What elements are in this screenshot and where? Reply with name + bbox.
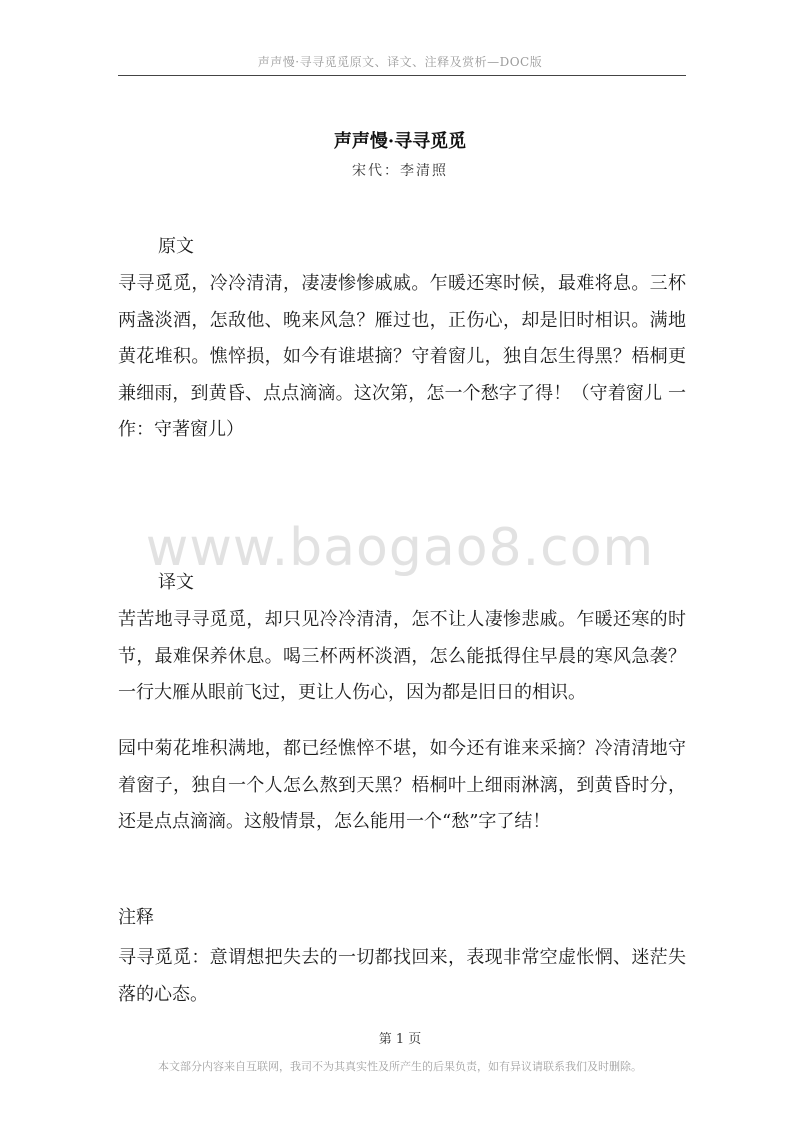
footer-disclaimer: 本文部分内容来自互联网，我司不为其真实性及所产生的后果负责，如有异议请联系我们及时删除。 [158, 1060, 642, 1073]
page-number: 第 1 页 [378, 1032, 422, 1047]
original-heading: 原文 [158, 236, 194, 257]
translation-paragraph-1: 苦苦地寻寻觅觅，却只见冷冷清清，怎不让人凄惨悲戚。乍暖还寒的时节，最难保养休息。喝三杯两杯淡酒，怎么能抵得住早晨的寒风急袭？一行大雁从眼前飞过，更让人伤心，因为都是旧日的相识。 [118, 609, 686, 703]
poem-author: 宋代：李清照 [352, 163, 448, 179]
translation-heading: 译文 [158, 572, 194, 593]
page-header: 声声慢·寻寻觅觅原文、译文、注释及赏析—DOC版 [257, 55, 543, 69]
header-divider [118, 75, 686, 76]
watermark: www.baogao8.com [145, 518, 655, 578]
original-text: 寻寻觅觅，冷冷清清，凄凄惨惨戚戚。乍暖还寒时候，最难将息。三杯两盏淡酒，怎敌他、晚来风急？雁过也，正伤心，却是旧时相识。满地黄花堆积。憔悴损，如今有谁堪摘？守着窗儿，独自怎生得黑？梧桐更兼细雨，到黄昏、点点滴滴。这次第，怎一个愁字了得！（守着窗儿 一作：守著窗儿） [118, 273, 686, 440]
note-item: 寻寻觅觅：意谓想把失去的一切都找回来，表现非常空虚怅惘、迷茫失落的心态。 [118, 947, 686, 1005]
poem-title: 声声慢·寻寻觅觅 [333, 131, 467, 152]
translation-paragraph-2: 园中菊花堆积满地，都已经憔悴不堪，如今还有谁来采摘？冷清清地守着窗子，独自一个人怎么熬到天黑？梧桐叶上细雨淋漓，到黄昏时分，还是点点滴滴。这般情景，怎么能用一个“愁”字了结！ [118, 738, 686, 832]
notes-heading: 注释 [118, 907, 154, 928]
